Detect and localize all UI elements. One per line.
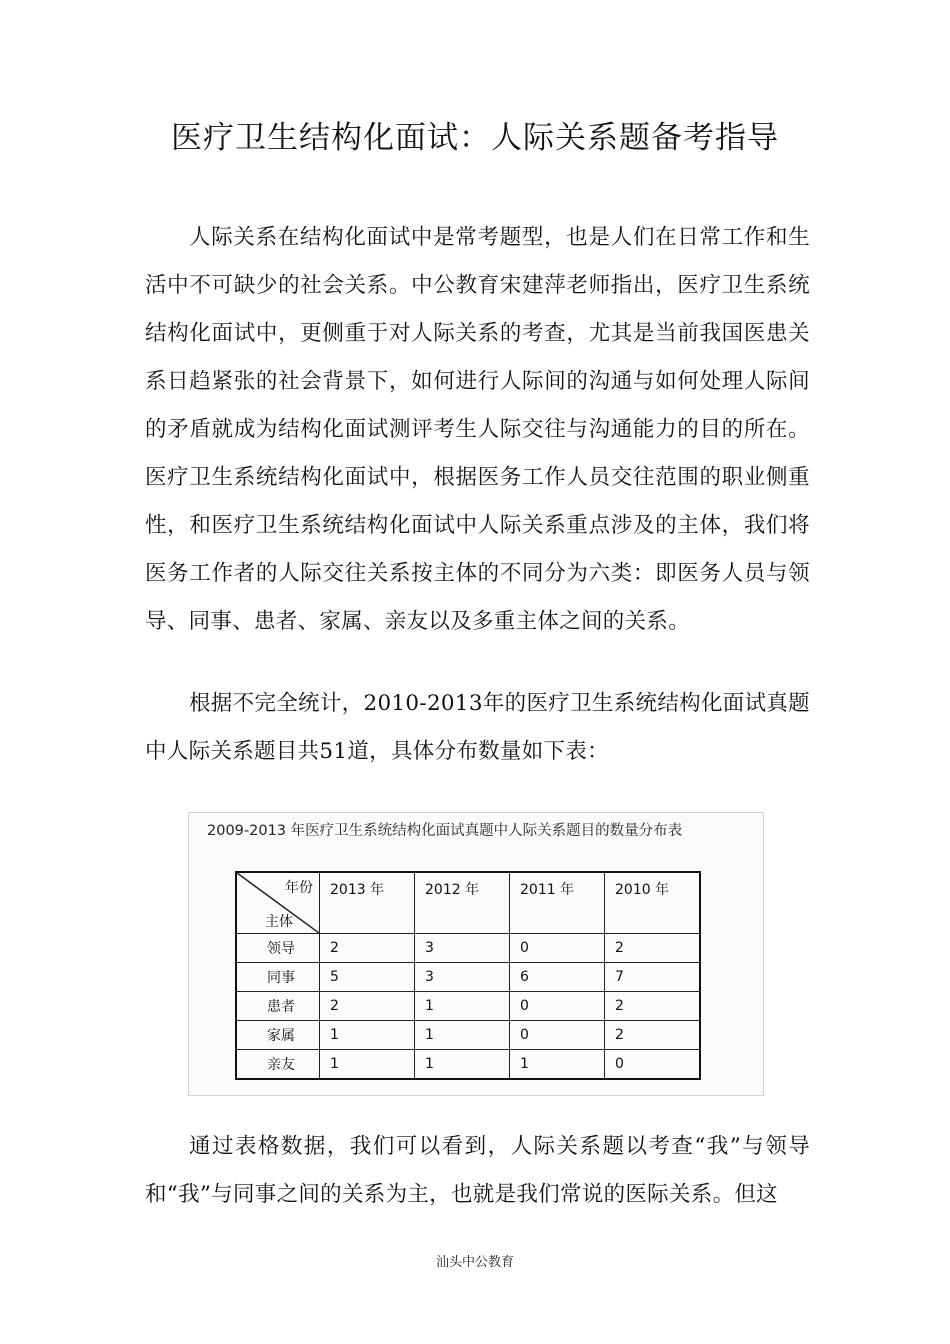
paragraph-intro: 人际关系在结构化面试中是常考题型，也是人们在日常工作和生活中不可缺少的社会关系。中公教育宋建萍老师指出，医疗卫生系统结构化面试中，更侧重于对人际关系的考查，尤其是当前我国医患关系日趋紧张的社会背景下，如何进行人际间的沟通与如何处理人际间的矛盾就成为结构化面试测评考生人际交往与沟通能力的目的所在。医疗卫生系统结构化面试中，根据医务工作人员交往范围的职业侧重性，和医疗卫生系统结构化面试中人际关系重点涉及的主体，我们将医务工作者的人际交往关系按主体的不同分为六类：即医务人员与领导、同事、患者、家属、亲友以及多重主体之间的关系。	[145, 225, 810, 634]
table-cell: 1	[415, 1021, 510, 1050]
table-cell: 0	[510, 992, 605, 1021]
table-header-row	[236, 872, 700, 934]
table-header-cell: 2013 年	[320, 872, 415, 934]
paragraph-statistics: 根据不完全统计，2010-2013年的医疗卫生系统结构化面试真题中人际关系题目共51道，具体分布数量如下表：	[145, 691, 810, 764]
table-header-cell: 2011 年	[510, 872, 605, 934]
table-row	[236, 1050, 700, 1080]
table-row	[236, 934, 700, 963]
table-cell: 1	[320, 1021, 415, 1050]
table-cell: 2	[320, 992, 415, 1021]
corner-label-year: 年份	[285, 880, 313, 896]
table-header-cell: 2012 年	[415, 872, 510, 934]
table-cell: 0	[510, 934, 605, 963]
table-cell: 2	[605, 934, 701, 963]
paragraph-analysis: 通过表格数据，我们可以看到，人际关系题以考查“我”与领导和“我”与同事之间的关系为主，也就是我们常说的医际关系。但这	[145, 1134, 810, 1207]
document-title: 医疗卫生结构化面试：人际关系题备考指导	[171, 120, 779, 156]
table-cell: 3	[415, 934, 510, 963]
row-subject: 亲友	[236, 1050, 320, 1080]
table-cell: 0	[510, 1021, 605, 1050]
table-image	[188, 812, 764, 1096]
table-cell: 2	[605, 1021, 701, 1050]
table-header-cell: 2010 年	[605, 872, 701, 934]
table-cell: 2	[320, 934, 415, 963]
table-cell: 1	[415, 992, 510, 1021]
table-cell: 6	[510, 963, 605, 992]
row-subject: 同事	[236, 963, 320, 992]
table-row	[236, 992, 700, 1021]
row-subject: 家属	[236, 1021, 320, 1050]
table-row	[236, 963, 700, 992]
table-cell: 0	[605, 1050, 701, 1080]
corner-label-subject: 主体	[265, 914, 293, 930]
table-corner-cell	[236, 872, 320, 934]
distribution-table	[235, 871, 701, 1080]
table-cell: 5	[320, 963, 415, 992]
table-row	[236, 1021, 700, 1050]
row-subject: 患者	[236, 992, 320, 1021]
table-cell: 1	[510, 1050, 605, 1080]
table-cell: 2	[605, 992, 701, 1021]
table-cell: 7	[605, 963, 701, 992]
page-footer: 汕头中公教育	[435, 1255, 514, 1270]
row-subject: 领导	[236, 934, 320, 963]
table-cell: 1	[415, 1050, 510, 1080]
table-cell: 3	[415, 963, 510, 992]
table-cell: 1	[320, 1050, 415, 1080]
table-caption: 2009-2013 年医疗卫生系统结构化面试真题中人际关系题目的数量分布表	[207, 823, 683, 839]
